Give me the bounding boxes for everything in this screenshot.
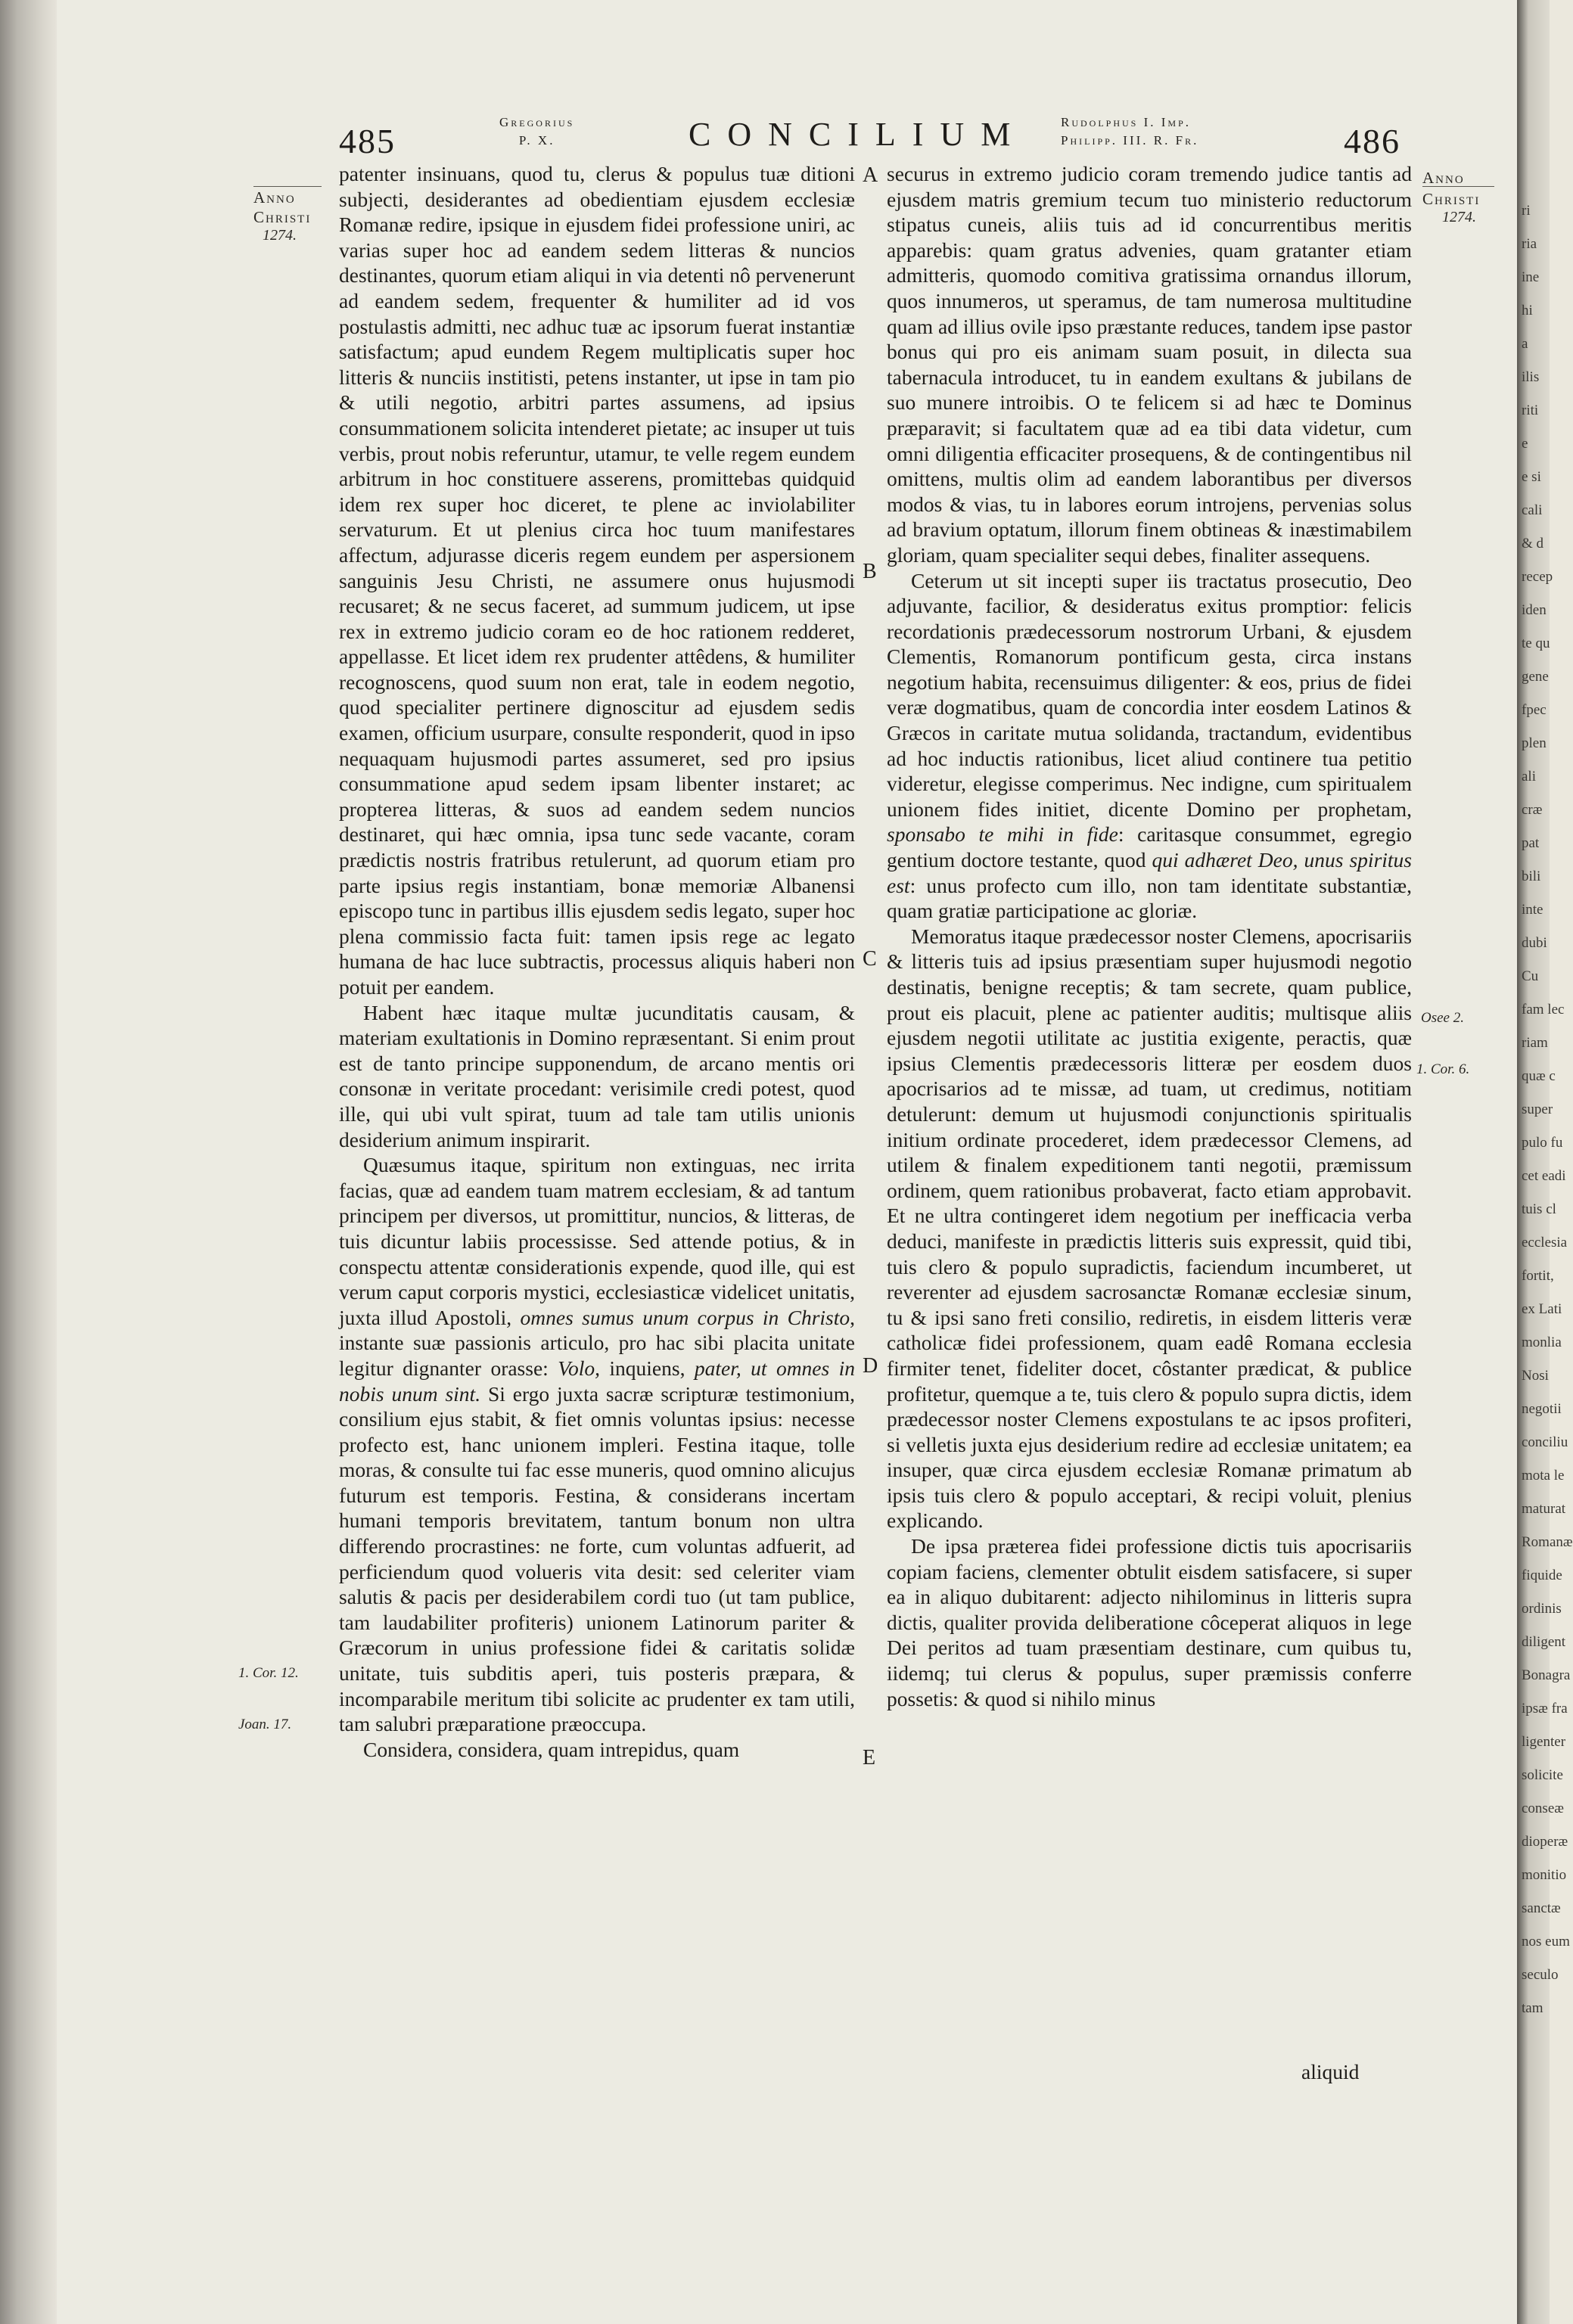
next-page-fragment: e xyxy=(1522,436,1528,452)
next-page-fragment: plen xyxy=(1522,735,1547,751)
next-page-fragment: te qu xyxy=(1522,635,1550,651)
left-p3-text-a: Quæsumus itaque, spiritum non extinguas, nec irrita facias, quæ ad eandem tuam matrem ecclesiam, & ad tantum principem per diversos, ut promittitur, nuncios, & litteras, de tuis dicuntur labiis processisse. Sed attende potius, & in conspectu attentæ considerationis expende, quod ille, qui est verum caput corporis mystici, ecclesiasticæ videlicet unitatis, juxta illud Apostoli, xyxy=(339,1153,855,1329)
next-page-fragment: ligenter xyxy=(1522,1734,1566,1750)
next-page-fragment: ex Lati xyxy=(1522,1301,1562,1317)
next-page-fragment: dubi xyxy=(1522,935,1547,951)
right-p2-text-b: : caritasque consummet, egregio gentium doctore testante, quod xyxy=(887,822,1412,872)
right-paragraph-2 xyxy=(887,568,1412,924)
left-margin-ref-joan: Joan. 17. xyxy=(238,1717,292,1732)
next-page-fragment: negotii xyxy=(1522,1401,1562,1417)
next-page-fragment: ecclesia xyxy=(1522,1235,1568,1251)
next-page-fragment: cali xyxy=(1522,502,1543,518)
next-page-fragment: ria xyxy=(1522,236,1537,252)
next-page-fragment: Bonagra xyxy=(1522,1667,1571,1683)
next-page-fragment: e si xyxy=(1522,469,1541,485)
running-head-king: Philipp. III. R. Fr. xyxy=(1061,133,1199,148)
next-page-fragment: bili xyxy=(1522,868,1541,884)
right-margin-anno-block xyxy=(1422,168,1480,226)
left-paragraph-3 xyxy=(339,1152,855,1737)
next-page-fragment: mota le xyxy=(1522,1468,1565,1484)
next-page-fragment: super xyxy=(1522,1101,1553,1117)
right-anno-label: Anno xyxy=(1422,169,1465,187)
next-page-fragment: cet eadi xyxy=(1522,1168,1566,1184)
page-title: CONCILIUM xyxy=(689,116,1027,153)
left-paragraph-2: Habent hæc itaque multæ jucunditatis causam, & materiam exultationis in Domino repræsentant. Si enim prout est de tanto principe supponendum, de arcano mentis ori consonæ in veritate procedant: verisimile credi potest, quod ille, qui ubi vult spirat, tuum ad tale tam utilis unionis desiderium animum inspirarit. xyxy=(339,1000,855,1151)
left-paragraph-4: Considera, considera, quam intrepidus, quam xyxy=(363,1737,740,1761)
right-paragraph-1: securus in extremo judicio coram tremendo judice tantis ad ejusdem matris gremium tecum tuo ministerio reductorum stipatus cuneis, aliis tuis ad id concurrentibus meritis apparebis: quam gratus advenies, quam gratanter etiam admitteris, quomodo comitiva gratissima ornandus illorum, quos innumeros, ut speramus, de tam numerosa multitudine quam ad illius ovile ipso præstante reduces, tandem ipse pastor bonus qui pro eis animam suam posuit, in dilecta sua tabernacula introducet, tu in eandem exultans & jubilans de suo munere introibis. O te felicem si ad hæc te Dominus præparavit; si facultatem quæ ad ea tibi data videtur, cum omni diligentia efficaciter prosequens, & de contingentibus nil omittens, multis olim ad eandem laborantibus per diversos modos & vias, tu in labores eorum introjens, pervenias solus ad bravium optatum, illorum finem obtineas & inæstimabilem gloriam, quam specialiter sequi debes, finaliter assequens. xyxy=(887,162,1412,567)
left-margin-rule xyxy=(253,186,322,187)
right-text-column xyxy=(887,161,1412,1711)
next-page-fragment: sanctæ xyxy=(1522,1900,1561,1916)
next-page-fragment: fam lec xyxy=(1522,1002,1565,1018)
section-letter-c: C xyxy=(863,947,877,971)
next-page-fragment: ipsæ fra xyxy=(1522,1701,1568,1717)
right-page-number: 486 xyxy=(1344,122,1400,160)
next-page-fragment: maturat xyxy=(1522,1501,1566,1517)
left-page-number: 485 xyxy=(339,122,396,160)
left-p3-text-d: Si ergo juxta sacræ scripturæ testimonium, consilium ejus stabit, & fiet omnis voluntas ipsius: necesse profecto est, hanc unionem impleri. Festina itaque, tolle moras, & consulte tui fac esse muneris, quod omnino alicujus futurum est temporis. Festina, & considerans incertam humani temporis brevitatem, tantum bonum non ultra differendo procrastines: ne forte, cum voluntas adfuerit, ad perficiendum quod volueris vita desit: sed celeriter viam salutis & pacis per desiderabilem cordi tuo (ut tam publice, tam laudabiliter profiteris) unionem Latinorum pariter & Græcorum in unius professione fidei & caritatis solidæ unitate, tuis subditis aperi, tuis posteris præpara, & incomparabile meritum tibi solicite ac prudenter ex tam utili, tam salubri præparatione præoccupa. xyxy=(339,1381,856,1736)
next-page-fragment: ordinis xyxy=(1522,1601,1562,1617)
left-anno-label: Anno xyxy=(253,188,296,207)
quote-volo: Volo, xyxy=(558,1356,600,1380)
right-margin-ref-osee: Osee 2. xyxy=(1421,1010,1464,1026)
section-letter-a: A xyxy=(863,163,878,187)
left-margin-ref-cor: 1. Cor. 12. xyxy=(238,1665,299,1681)
next-page-fragment: conciliu xyxy=(1522,1434,1568,1450)
right-margin-ref-cor: 1. Cor. 6. xyxy=(1416,1061,1470,1077)
next-page-fragment: dioperæ xyxy=(1522,1834,1568,1850)
right-p2-text-a: Ceterum ut sit incepti super iis tractatus prosecutio, Deo adjuvante, facilior, & desideratus exitus promptior: felicis recordationis prædecessorum nostrorum Urbani, & ejusdem Clementis, Romanorum pontificum gesta, circa instans negotium habita, recensuimus diligenter: & eos, prius de fidei veræ dogmatibus, quam de concordia inter eosdem Latinos & Græcos in caritate mutua solidanda, tractandum, evidentibus ad hoc inductis rationibus, licet aliud continere tua petitio videretur, elegisse comperimus. Nec indigne, cum spiritualem unionem fides initiet, dicente Domino per prophetam, xyxy=(887,568,1412,821)
section-letter-d: D xyxy=(863,1354,878,1378)
next-page-fragment: ilis xyxy=(1522,369,1540,385)
next-page-fragment: fpec xyxy=(1522,702,1547,718)
next-page-fragment: ri xyxy=(1522,203,1531,219)
next-page-fragment: ali xyxy=(1522,769,1536,785)
next-page-fragment: quæ c xyxy=(1522,1068,1556,1084)
catchword: aliquid xyxy=(1301,2060,1360,2083)
right-christi-label: Christi xyxy=(1422,190,1481,208)
next-page-fragment: diligent xyxy=(1522,1634,1566,1650)
right-paragraph-4: De ipsa præterea fidei professione dictis tuis apocrisariis copiam faciens, clementer obtulit eisdem satisfacere, si super ea in aliquo dubitarent: adjecto nihilominus in litteris supra dictis, qualiter provida deliberatione côceperat aliquos in lege Dei peritos ad tuam præsentiam destinare, cum quibus tu, iidemq; tui clerus & populus, super præmissis conferre possetis: & quod si nihilo minus xyxy=(887,1534,1412,1710)
left-text-column xyxy=(339,161,855,1762)
next-page-fragment: nos eum xyxy=(1522,1934,1570,1950)
running-head-pope-number: P. X. xyxy=(518,133,555,148)
left-running-head xyxy=(499,113,574,150)
right-paragraph-3: Memoratus itaque prædecessor noster Clemens, apocrisariis & litteris tuis ad ipsius præsentiam super hujusmodi negotio destinatis, benigne receptis; & tam secrete, quam publice, prout eis placuit, plene ac patienter auditis; multisque aliis ejusdem negotii utilitate ac justitia exigente, peractis, quæ ipsius Clementis prædecessoris litteræ per eosdem duos apocrisarios ad te missæ, ad tuam, ut credimus, notitiam detulerunt: demum ut hujusmodi conjunctionis spiritualis initium ordinate procederet, idem prædecessor Clemens, ad utilem & finalem expeditionem tanti negotii, præmissum ordinem, quem rationibus probaverat, facto etiam approbavit. Et ne ultra contingeret idem negotium per inefficacia verba deduci, manifeste in prædictis litteris suis expressit, quid tibi, tuis clero & populo supradictis, faciendum incumberet, ut reverenter ad ejusdem sacrosanctæ Romanæ ecclesiæ sinum, tu & ipsi sano freti consilio, rediretis, in eisdem litteris veræ catholicæ fidei professionem, quam eadê Romana ecclesia firmiter tenet, fideliter docet, côstanter prædicat, & publice profitetur, quemque a te, tuis clero & populo supra dictis, idem prædecessor noster Clemens expostulans te ac ipsos profiteri, si velletis juxta ejus desiderium redire ad ecclesiæ unitatem; ea insuper, quæ circa ejusdem ecclesiæ Romanæ primatum ab ipsis tuis clero & populo acceptari, & recipi voluit, plenius explicando. xyxy=(887,924,1412,1533)
quote-pater-ut-omnes: pater, ut omnes in nobis unum sint. xyxy=(339,1356,856,1406)
quote-qui-adhaeret: qui adhæret Deo, unus spiritus est xyxy=(887,848,1412,897)
next-page-fragment: riti xyxy=(1522,402,1539,418)
next-page-fragment: Romanæ xyxy=(1522,1534,1573,1550)
next-page-edge xyxy=(1517,0,1573,2324)
left-year: 1274. xyxy=(263,227,297,244)
next-page-fragment: monlia xyxy=(1522,1334,1562,1350)
next-page-fragment: a xyxy=(1522,336,1528,352)
next-page-fragment: pat xyxy=(1522,835,1540,851)
left-p3-text-b: , instante suæ passionis articulo, pro hac sibi placita unitate legitur dignanter orasse: xyxy=(339,1305,856,1380)
next-page-fragment: fiquide xyxy=(1522,1567,1562,1583)
next-page-fragment: & d xyxy=(1522,536,1544,551)
next-page-fragment: hi xyxy=(1522,303,1533,318)
book-gutter-shadow xyxy=(0,0,57,2324)
next-page-fragment: monitio xyxy=(1522,1867,1567,1883)
next-page-fragment: seculo xyxy=(1522,1967,1559,1983)
next-page-fragment: Nosi xyxy=(1522,1368,1549,1384)
next-page-fragment: conseæ xyxy=(1522,1800,1564,1816)
section-letter-e: E xyxy=(863,1746,876,1769)
next-page-fragment: riam xyxy=(1522,1035,1548,1051)
left-christi-label: Christi xyxy=(253,208,312,226)
next-page-fragment: fortit, xyxy=(1522,1268,1554,1284)
next-page-fragment: gene xyxy=(1522,669,1549,685)
next-page-fragment: cræ xyxy=(1522,802,1543,818)
next-page-fragment: tam xyxy=(1522,2000,1543,2016)
left-p3-text-c: inquiens, xyxy=(609,1356,685,1380)
quote-sponsabo: sponsabo te mihi in fide xyxy=(887,822,1118,847)
next-page-fragment: inte xyxy=(1522,902,1543,918)
next-page-fragment: iden xyxy=(1522,602,1547,618)
section-letter-b: B xyxy=(863,560,877,583)
next-page-fragment: pulo fu xyxy=(1522,1135,1563,1151)
left-paragraph-1: patenter insinuans, quod tu, clerus & populus tuæ ditioni subjecti, desiderantes ad obedientiam ejusdem ecclesiæ Romanæ redire, ipsique in ejusdem fidei professione uniri, ac varias super hoc ad eandem sedem litteras & nuncios destinantes, quorum etiam aliqui in via detenti nô pervenerunt ad eandem sedem, frequenter & humiliter ad id vos postulastis admitti, nec adhuc tuæ ac ipsorum fuerat instantiæ satisfactum; apud eundem Regem multiplicatis super hoc litteris & nunciis institisti, petens instanter, ut ipse in tam pio & utili negotio, arbitri partes assumens, ad ipsius consummationem solicita intenderet pietate; ac insuper ut tuis verbis, prout nobis referuntur, utamur, te velle regem eundem arbitrum in hoc constituere asserens, promittebas quidquid idem rex super hoc diceret, te plene ac inviolabiliter servaturum. Et ut plenius circa hoc tuum manifestares affectum, adjurasse diceris regem eundem per aspersionem sanguinis Jesu Christi, ne assumere onus hujusmodi recusaret; & ne secus faceret, ad summum judicem, ut ipse rex in extremo judicio coram eo de hoc rationem redderet, appellasse. Et licet idem rex prudenter attêdens, & humiliter recognoscens, quod suum non erat, tale in eodem negotio, quod specialiter pertinere dignoscitur ad ejusdem sedis examen, officium usurpare, consulte responderit, quod in ipso nequaquam hujusmodi partes assumeret, sed pro ipsius consummatione apud sedem ipsam libenter instaret; ac propterea litteras, & suos ad eandem sedem nuncios destinaret, qui hæc omnia, ipsa tunc sede vacante, coram prædictis nostris fratribus retulerunt, ad quorum etiam pro parte ipsius regis instantiam, bonæ memoriæ Albanensi episcopo tunc in partibus illis ejusdem sedis legato, super hoc plena commissio facta fuit: tamen ipsis rege ac legato humana de hac luce subtractis, processus aliquis haberi non potuit per eandem. xyxy=(339,162,855,999)
running-head-emperor: Rudolphus I. Imp. xyxy=(1061,115,1192,129)
next-page-fragment: solicite xyxy=(1522,1767,1563,1783)
next-page-fragment: tuis cl xyxy=(1522,1201,1556,1217)
next-page-fragment: Cu xyxy=(1522,968,1539,984)
right-running-head xyxy=(1061,113,1198,150)
right-p2-text-c: : unus profecto cum illo, non tam identitate substantiæ, quam gratiæ participatione ac gloriæ. xyxy=(887,873,1412,923)
quote-omnes-sumus: omnes sumus unum corpus in Christo xyxy=(520,1305,850,1329)
next-page-fragment: ine xyxy=(1522,269,1540,285)
left-margin-anno-block xyxy=(253,188,311,244)
running-head-pope: Gregorius xyxy=(499,115,575,129)
right-year: 1274. xyxy=(1442,209,1476,225)
next-page-fragment: recep xyxy=(1522,569,1553,585)
